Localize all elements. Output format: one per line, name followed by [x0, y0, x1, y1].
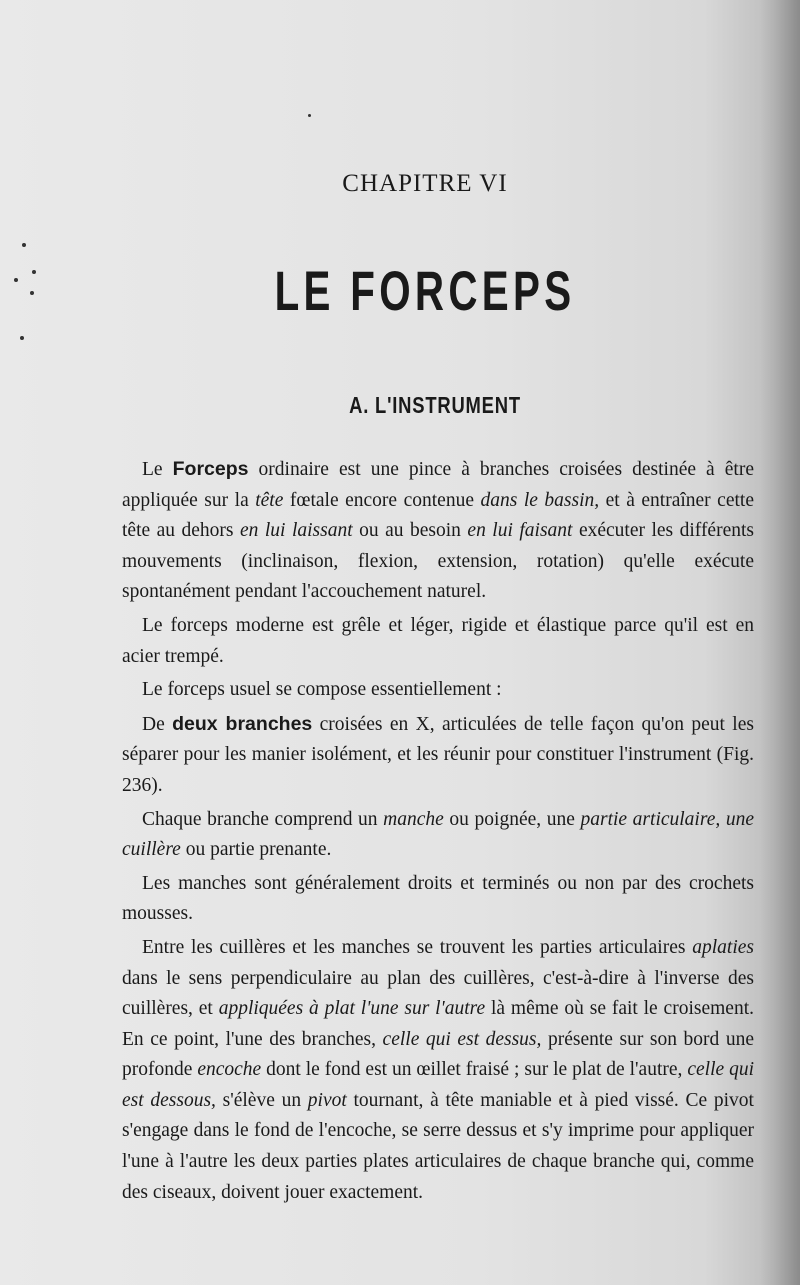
ink-speck — [32, 270, 36, 274]
paragraph: Le forceps usuel se compose essentiellement : — [142, 679, 502, 701]
ink-speck — [20, 336, 24, 340]
chapter-heading: CHAPITRE VI — [342, 170, 508, 197]
paragraph: Le Forceps ordinaire est une pince à branches croisées destinée à être appliquée sur la tête fœtale encore contenue dans le bassin, et à entraîner cette tête au dehors en lui laissant ou au besoin en lui faisant exécuter les différents mouvements (inclinaison, flexion, extension, rotation) qu'elle exécute spontanément pendant l'accouchement naturel. — [122, 458, 754, 603]
paragraph: Le forceps moderne est grêle et léger, rigide et élastique parce qu'il est en acier trempé. — [122, 614, 754, 667]
paragraph: De deux branches croisées en X, articulées de telle façon qu'on peut les séparer pour les manier isolément, et les réunir pour constituer l'instrument (Fig. 236). — [122, 712, 754, 796]
paragraph: Les manches sont généralement droits et terminés ou non par des crochets mousses. — [122, 872, 754, 925]
bold-term: Forceps — [172, 458, 249, 480]
ink-speck — [308, 114, 311, 117]
bold-term: deux branches — [172, 712, 313, 735]
paragraph: Entre les cuillères et les manches se trouvent les parties articulaires aplaties dans le sens perpendiculaire au plan des cuillères, c'est-à-dire à l'inverse des cuillères, et appliquées à plat l'une sur l'autre là même où se fait le croisement. En ce point, l'une des branches, celle qui est dessus, présente sur son bord une profonde encoche dont le fond est un œillet fraisé ; sur le plat de l'autre, celle qui est dessous, s'élève un pivot tournant, à tête maniable et à pied vissé. Ce pivot s'engage dans le fond de l'encoche, se serre dessus et s'y imprime pour appliquer l'une à l'autre les deux parties plates articulaires de chaque branche qui, comme des ciseaux, doivent jouer exactement. — [122, 936, 754, 1203]
ink-speck — [30, 291, 34, 295]
paragraph: Chaque branche comprend un manche ou poignée, une partie articulaire, une cuillère ou partie prenante. — [122, 808, 754, 861]
ink-speck — [14, 278, 18, 282]
body-text — [122, 454, 754, 1211]
chapter-title: LE FORCEPS — [274, 259, 576, 322]
ink-speck — [22, 243, 26, 247]
section-heading: A. L'INSTRUMENT — [349, 392, 521, 418]
